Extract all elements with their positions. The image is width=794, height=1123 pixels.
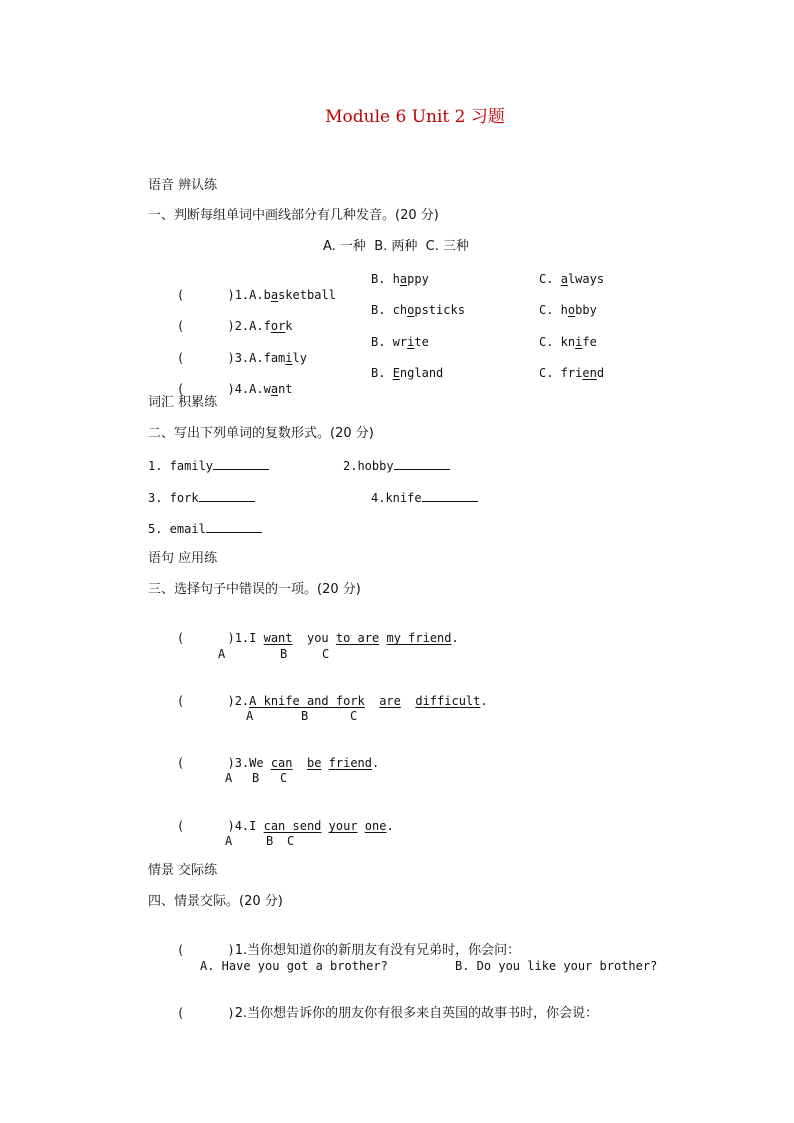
plural-item-3: 3. fork bbox=[148, 490, 255, 506]
situation-option-a: A. Have you got a brother? bbox=[200, 959, 388, 973]
phonics-row-4-b: B. England bbox=[371, 366, 444, 380]
plural-item-2: 2.hobby bbox=[343, 458, 450, 474]
phonics-row-3-c: C. knife bbox=[539, 335, 597, 349]
section-label-communication: 情景 交际练 bbox=[148, 863, 218, 878]
answer-paren[interactable]: ( ) bbox=[176, 382, 235, 396]
option-letter-a: A bbox=[218, 647, 226, 661]
section-heading-2: 二、写出下列单词的复数形式。(20 分) bbox=[148, 426, 374, 441]
phonics-row-4: ( )4.A.want bbox=[176, 382, 293, 396]
phonics-row-1-c: C. always bbox=[539, 272, 605, 286]
error-question-1: ( )1.I want you to are my friend. bbox=[176, 631, 459, 645]
option-letter-a: A bbox=[225, 771, 233, 785]
answer-blank[interactable] bbox=[213, 458, 269, 470]
option-letter-b: B bbox=[266, 834, 274, 848]
section-label-vocabulary: 词汇 积累练 bbox=[148, 395, 218, 410]
phonics-row-2: ( )2.A.fork bbox=[176, 319, 293, 333]
option-letter-a: A bbox=[225, 834, 233, 848]
plural-item-1: 1. family bbox=[148, 458, 269, 474]
option-letter-c: C bbox=[322, 647, 330, 661]
page-title: Module 6 Unit 2 习题 bbox=[325, 107, 505, 127]
section-heading-3: 三、选择句子中错误的一项。(20 分) bbox=[148, 582, 361, 597]
plural-item-5: 5. email bbox=[148, 521, 262, 537]
answer-blank[interactable] bbox=[394, 458, 450, 470]
section-label-sentence: 语句 应用练 bbox=[148, 551, 218, 566]
phonics-row-4-c: C. friend bbox=[539, 366, 605, 380]
answer-paren[interactable]: ( ) bbox=[176, 319, 235, 333]
option-letter-b: B bbox=[280, 647, 288, 661]
option-letter-b: B bbox=[252, 771, 260, 785]
situation-question-2: ( )2.当你想告诉你的朋友你有很多来自英国的故事书时，你会说： bbox=[176, 1006, 599, 1021]
answer-blank[interactable] bbox=[422, 490, 478, 502]
phonics-row-3: ( )3.A.family bbox=[176, 351, 307, 365]
option-letter-c: C bbox=[350, 709, 358, 723]
answer-paren[interactable]: ( ) bbox=[176, 351, 235, 365]
phonics-row-2-c: C. hobby bbox=[539, 303, 597, 317]
section-heading-1: 一、判断每组单词中画线部分有几种发音。(20 分) bbox=[148, 208, 439, 223]
answer-paren[interactable]: ( ) bbox=[176, 1006, 235, 1020]
phonics-row-2-b: B. chopsticks bbox=[371, 303, 465, 317]
answer-paren[interactable]: ( ) bbox=[176, 631, 235, 645]
option-letter-c: C bbox=[280, 771, 288, 785]
answer-paren[interactable]: ( ) bbox=[176, 756, 235, 770]
phonics-row-3-b: B. write bbox=[371, 335, 429, 349]
option-letter-c: C bbox=[287, 834, 295, 848]
answer-paren[interactable]: ( ) bbox=[176, 288, 235, 302]
option-letter-b: B bbox=[301, 709, 309, 723]
answer-blank[interactable] bbox=[199, 490, 255, 502]
option-letter-a: A bbox=[246, 709, 254, 723]
error-question-3: ( )3.We can be friend. bbox=[176, 756, 380, 770]
answer-options: A. 一种 B. 两种 C. 三种 bbox=[323, 239, 469, 254]
situation-option-b: B. Do you like your brother? bbox=[455, 959, 658, 973]
section-heading-4: 四、情景交际。(20 分) bbox=[148, 894, 283, 909]
error-question-4: ( )4.I can send your one. bbox=[176, 819, 394, 833]
situation-question-1: ( )1.当你想知道你的新朋友有没有兄弟时，你会问： bbox=[176, 943, 521, 958]
answer-paren[interactable]: ( ) bbox=[176, 943, 235, 957]
plural-item-4: 4.knife bbox=[371, 490, 478, 506]
answer-paren[interactable]: ( ) bbox=[176, 694, 235, 708]
phonics-row-1: ( )1.A.basketball bbox=[176, 288, 336, 302]
phonics-row-1-b: B. happy bbox=[371, 272, 429, 286]
section-label-phonics: 语音 辨认练 bbox=[148, 178, 218, 193]
error-question-2: ( )2.A knife and fork are difficult. bbox=[176, 694, 488, 708]
answer-blank[interactable] bbox=[206, 521, 262, 533]
answer-paren[interactable]: ( ) bbox=[176, 819, 235, 833]
